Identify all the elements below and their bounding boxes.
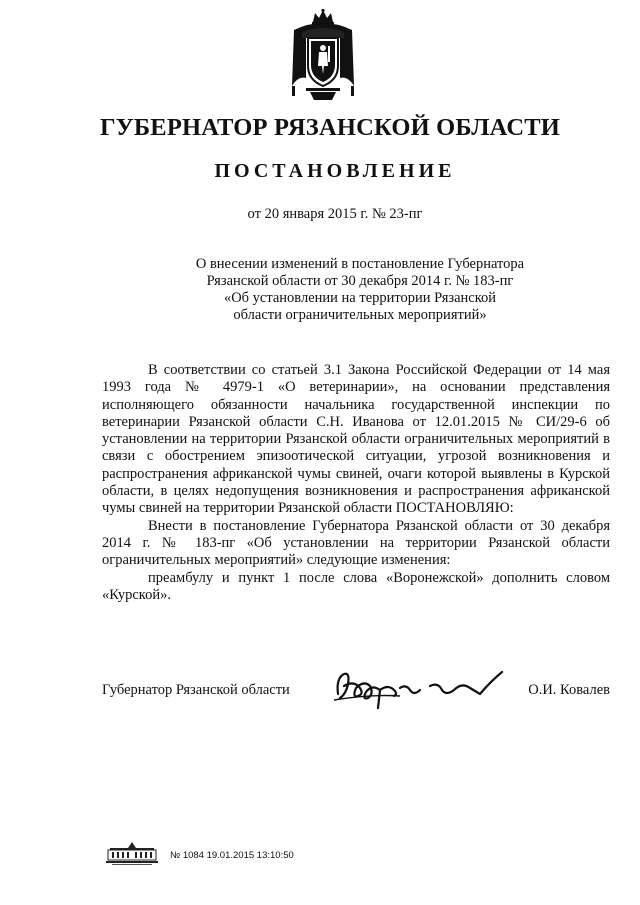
coat-of-arms-emblem [288,8,358,104]
subject-line: области ограничительных мероприятий» [233,307,487,323]
issuer-title: ГУБЕРНАТОР РЯЗАНСКОЙ ОБЛАСТИ [99,114,561,141]
registration-footer [104,840,364,866]
body-paragraph: Внести в постановление Губернатора Рязанской области от 30 декабря 2014 г. № 183-пг «Об установлении на территории Рязанской области ограничительных мероприятий» следующие изменения: [102,517,610,569]
building-stamp-icon [104,840,160,866]
signature-block [102,678,610,708]
body-paragraph: преамбулу и пункт 1 после слова «Воронежской» дополнить словом «Курской». [102,569,610,603]
subject-line: О внесении изменений в постановление Губернатора [195,256,525,272]
registration-number-timestamp: № 1084 19.01.2015 13:10:50 [170,850,294,861]
signatory-position: Губернатор Рязанской области [102,682,290,698]
document-date-number: от 20 января 2015 г. № 23-пг [247,206,423,222]
handwritten-signature [330,664,510,710]
document-body [102,362,610,604]
signatory-name: О.И. Ковалев [528,682,610,698]
body-paragraph: В соответствии со статьей 3.1 Закона Российской Федерации от 14 мая 1993 года № 4979-1 «О ветеринарии», на основании представления исполняющего обязанности начальника государственной инспекции по ветеринарии Рязанской области С.Н. Иванова от 12.01.2015 № СИ/29-6 об установлении на территории Рязанской области ограничительных мероприятий в связи с обострением эпизоотической ситуации, угрозой возникновения и распространения африканской чумы свиней, очаги которой выявлены в Курской области, в целях недопущения возникновения и распространения африканской чумы свиней на территории Рязанской области ПОСТАНОВЛЯЮ: [102,362,610,517]
subject-line: Рязанской области от 30 декабря 2014 г. № 183-пг [206,273,514,289]
document-subject [150,256,570,324]
subject-line: «Об установлении на территории Рязанской [223,290,497,306]
document-type: ПОСТАНОВЛЕНИЕ [214,160,456,182]
